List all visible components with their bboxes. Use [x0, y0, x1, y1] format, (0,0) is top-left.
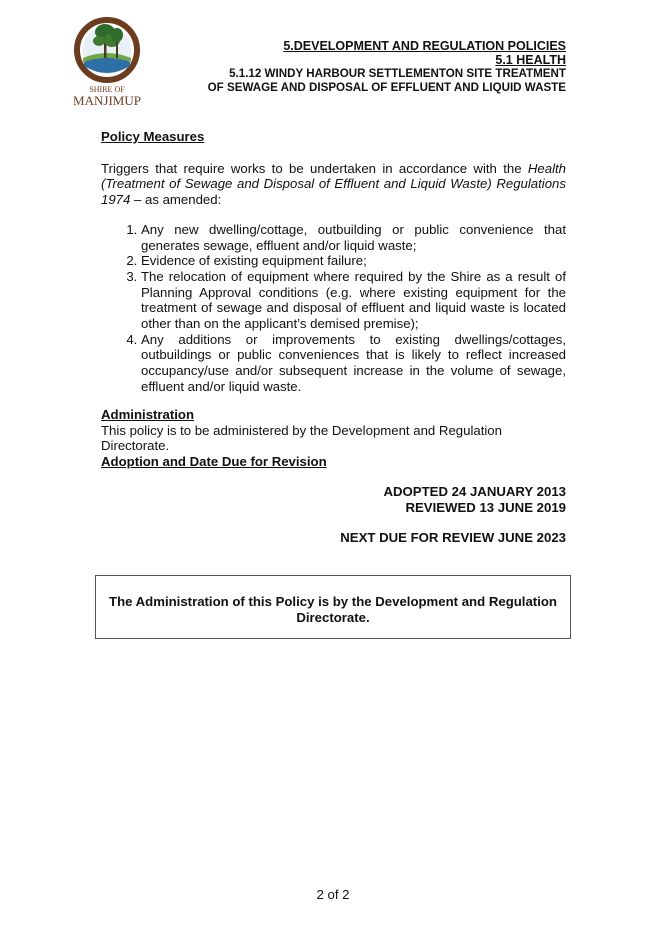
document-header	[208, 39, 566, 95]
administration-text: This policy is to be administered by the Development and Regulation Directorate.	[101, 422, 502, 454]
page-number: 2 of 2	[316, 887, 350, 902]
policy-measures-list	[101, 222, 566, 395]
adoption-heading: Adoption and Date Due for Revision	[101, 454, 327, 469]
policy-measures-section	[101, 129, 566, 395]
header-policy-title-1: 5.1.12 WINDY HARBOUR SETTLEMENTON SITE TREATMENT	[229, 67, 566, 80]
header-subsection: 5.1 HEALTH	[495, 53, 566, 67]
logo-text-line1: SHIRE OF	[89, 85, 125, 94]
list-item: 4. Any additions or improvements to existing dwellings/cottages, outbuildings or public conveniences that is likely to reflect increased occupancy/use and/or subsequent increase in the volume of sewage, effluent and/or liquid waste.	[141, 332, 566, 395]
list-item: 1. Any new dwelling/cottage, outbuilding or public convenience that generates sewage, effluent and/or liquid waste;	[141, 222, 566, 253]
shire-of-manjimup-logo	[64, 10, 150, 108]
list-item: 2. Evidence of existing equipment failure;	[141, 253, 566, 269]
reviewed-date: REVIEWED 13 JUNE 2019	[405, 499, 566, 515]
list-item: 3. The relocation of equipment where required by the Shire as a result of Planning Approval conditions (e.g. where existing equipment for the treatment of sewage and disposal of effluent and liquid waste is located other than on the applicant’s demised premise);	[141, 269, 566, 332]
administration-notice-box	[95, 575, 571, 639]
header-section: 5.DEVELOPMENT AND REGULATION POLICIES	[283, 39, 566, 53]
next-review: NEXT DUE FOR REVIEW JUNE 2023	[340, 530, 566, 545]
administration-section	[101, 407, 566, 454]
policy-measures-heading: Policy Measures	[101, 129, 205, 144]
logo-text-line2: MANJIMUP	[73, 93, 141, 108]
administration-notice-text: The Administration of this Policy is by the Development and Regulation Directorate.	[109, 594, 557, 625]
adoption-section	[101, 454, 566, 470]
header-policy-title-2: OF SEWAGE AND DISPOSAL OF EFFLUENT AND LIQUID WASTE	[207, 81, 566, 94]
adopted-date: ADOPTED 24 JANUARY 2013	[383, 484, 566, 499]
administration-heading: Administration	[101, 407, 195, 422]
policy-measures-intro: Triggers that require works to be undertaken in accordance with the Health (Treatment of Sewage and Disposal of Effluent and Liquid Waste) Regulations 1974 – as amended:	[101, 160, 566, 208]
adoption-dates	[384, 484, 567, 515]
